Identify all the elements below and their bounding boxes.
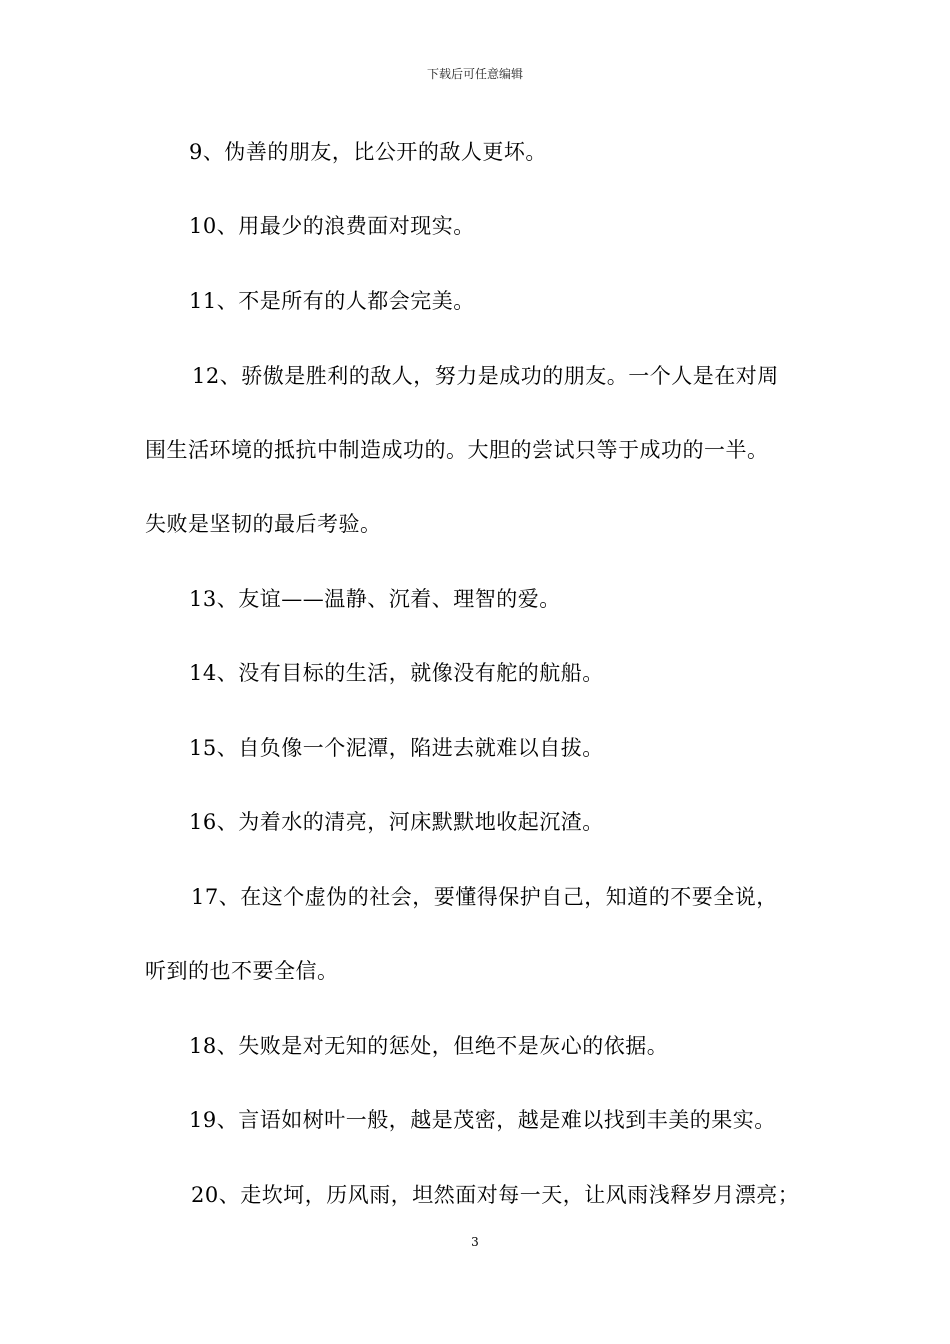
page-header-note: 下载后可任意编辑	[426, 67, 523, 81]
quote-line: 20、走坎坷，历风雨，坦然面对每一天，让风雨浅释岁月漂亮；	[191, 1183, 800, 1207]
quote-line: 9、伪善的朋友，比公开的敌人更坏。	[189, 140, 547, 164]
quote-line: 17、在这个虚伪的社会，要懂得保护自己，知道的不要全说，	[191, 885, 778, 909]
quote-line: 16、为着水的清亮，河床默默地收起沉渣。	[189, 810, 604, 834]
page-number: 3	[471, 1235, 479, 1249]
quote-line: 10、用最少的浪费面对现实。	[189, 214, 475, 238]
quote-line: 11、不是所有的人都会完美。	[189, 289, 475, 313]
quote-line: 19、言语如树叶一般，越是茂密，越是难以找到丰美的果实。	[189, 1108, 776, 1132]
quote-line-continuation: 围生活环境的抵抗中制造成功的。大胆的尝试只等于成功的一半。	[145, 438, 769, 462]
quote-line: 14、没有目标的生活，就像没有舵的航船。	[189, 661, 604, 685]
quote-line-continuation: 失败是坚韧的最后考验。	[145, 512, 382, 536]
quote-line: 18、失败是对无知的惩处，但绝不是灰心的依据。	[189, 1034, 669, 1058]
quote-line-continuation: 听到的也不要全信。	[145, 959, 339, 983]
quote-line: 13、友谊——温静、沉着、理智的爱。	[189, 587, 561, 611]
quote-line: 12、骄傲是胜利的敌人，努力是成功的朋友。一个人是在对周	[192, 364, 779, 388]
quote-line: 15、自负像一个泥潭，陷进去就难以自拔。	[189, 736, 604, 760]
